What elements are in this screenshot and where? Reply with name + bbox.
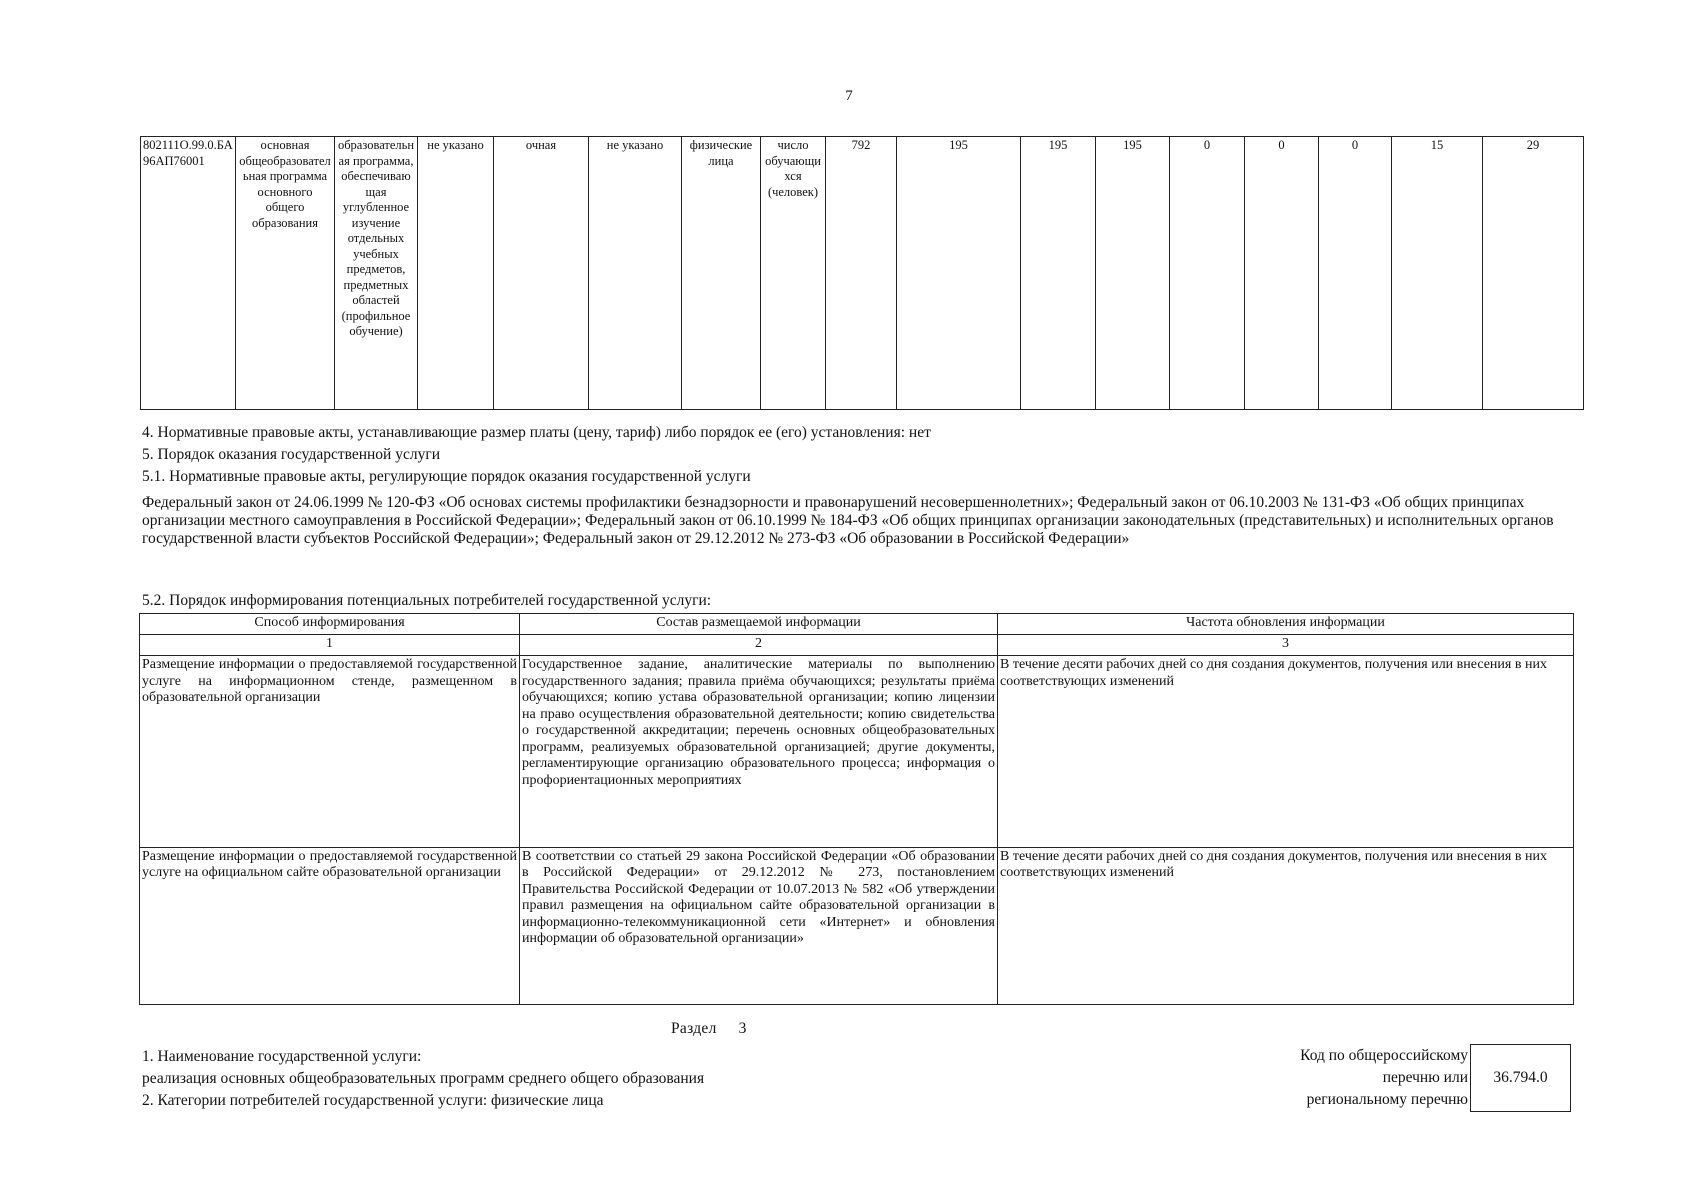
value-cell: 195 xyxy=(1096,137,1170,410)
column-number: 1 xyxy=(140,635,520,656)
section-5-2-text: 5.2. Порядок информирования потенциальных потребителей государственной услуги: xyxy=(142,592,712,609)
form-cell: очная xyxy=(494,137,589,410)
frequency-cell: В течение десяти рабочих дней со дня создания документов, получения или внесения в них соответствующих изменений xyxy=(998,847,1574,1004)
content-cell: Государственное задание, аналитические материалы по выполнению государственного задания; правила приёма обучающихся; результаты приёма обучающихся; копию устава образовательной организации; копию лицензии на право осуществления образовательной деятельности; копию свидетельства о государственной аккредитации; перечень основных общеобразовательных программ, реализуемых образовательной организацией; другие документы, регламентирующие организацию образовательного процесса; информация о профориентационных мероприятиях xyxy=(520,656,998,847)
section-4-text: 4. Нормативные правовые акты, устанавливающие размер платы (цену, тариф) либо порядок ее (его) установления: нет xyxy=(142,424,931,441)
value-cell: 195 xyxy=(897,137,1021,410)
section-heading xyxy=(671,1020,747,1038)
section-5-text: 5. Порядок оказания государственной услуги xyxy=(142,446,440,463)
indicator-table xyxy=(140,136,1584,410)
table-row xyxy=(141,137,1584,410)
service-name: реализация основных общеобразовательных программ среднего общего образования xyxy=(142,1070,705,1087)
info-table xyxy=(139,613,1574,1005)
registry-code-box: 36.794.0 xyxy=(1470,1044,1571,1112)
consumer-cell: физические лица xyxy=(682,137,761,410)
registry-code-cell: 802111О.99.0.БА96АП76001 xyxy=(141,137,236,410)
table-cell: не указано xyxy=(418,137,494,410)
column-number: 3 xyxy=(998,635,1574,656)
program-cell: основная общеобразовательная программа основного общего образования xyxy=(236,137,335,410)
column-header: Частота обновления информации xyxy=(998,614,1574,635)
column-number: 2 xyxy=(520,635,998,656)
section-number: 3 xyxy=(738,1020,747,1037)
service-name-label: 1. Наименование государственной услуги: xyxy=(142,1048,422,1065)
registry-code-label-1: Код по общероссийскому xyxy=(1300,1047,1468,1064)
program-type-cell: образовательная программа, обеспечивающая углубленное изучение отдельных учебных предметов, предметных областей (профильное обучение) xyxy=(335,137,418,410)
table-cell: не указано xyxy=(589,137,682,410)
indicator-cell: число обучающихся (человек) xyxy=(761,137,826,410)
content-cell: В соответствии со статьей 29 закона Российской Федерации «Об образовании в Российской Федерации» от 29.12.2012 № 273, постановлением Правительства Российской Федерации от 10.07.2013 № 582 «Об утверждении правил размещения на официальном сайте образовательной организации в информационно-телекоммуникационной сети «Интернет» и обновления информации об образовательной организации» xyxy=(520,847,998,1004)
column-header: Способ информирования xyxy=(140,614,520,635)
value-cell: 195 xyxy=(1021,137,1096,410)
table-row xyxy=(140,656,1574,847)
frequency-cell: В течение десяти рабочих дней со дня создания документов, получения или внесения в них соответствующих изменений xyxy=(998,656,1574,847)
column-header: Состав размещаемой информации xyxy=(520,614,998,635)
section-label: Раздел xyxy=(671,1020,717,1037)
value-cell: 0 xyxy=(1319,137,1392,410)
registry-code-label-2: перечню или xyxy=(1382,1069,1468,1086)
registry-code-label-3: региональному перечню xyxy=(1306,1091,1468,1108)
consumer-category: 2. Категории потребителей государственной услуги: физические лица xyxy=(142,1092,604,1109)
method-cell: Размещение информации о предоставляемой государственной услуге на информационном стенде, размещенном в образовательной организации xyxy=(140,656,520,847)
laws-paragraph: Федеральный закон от 24.06.1999 № 120-ФЗ «Об основах системы профилактики безнадзорности и правонарушений несовершеннолетних»; Федеральный закон от 06.10.2003 № 131-ФЗ «Об общих принципах организации местного самоуправления в Российской Федерации»; Федеральный закон от 06.10.1999 № 184-ФЗ «Об общих принципах организации законодательных (представительных) и исполнительных органов государственной власти субъектов Российской Федерации»; Федеральный закон от 29.12.2012 № 273-ФЗ «Об образовании в Российской Федерации» xyxy=(142,494,1554,547)
table-header-row xyxy=(140,614,1574,635)
value-cell: 0 xyxy=(1170,137,1245,410)
column-number-row xyxy=(140,635,1574,656)
value-cell: 0 xyxy=(1245,137,1319,410)
section-5-1-text: 5.1. Нормативные правовые акты, регулирующие порядок оказания государственной услуги xyxy=(142,468,751,485)
deviation-cell: 29 xyxy=(1483,137,1584,410)
page-number: 7 xyxy=(845,88,853,104)
table-row xyxy=(140,847,1574,1004)
deviation-cell: 15 xyxy=(1392,137,1483,410)
method-cell: Размещение информации о предоставляемой государственной услуге на официальном сайте образовательной организации xyxy=(140,847,520,1004)
unit-code-cell: 792 xyxy=(826,137,897,410)
